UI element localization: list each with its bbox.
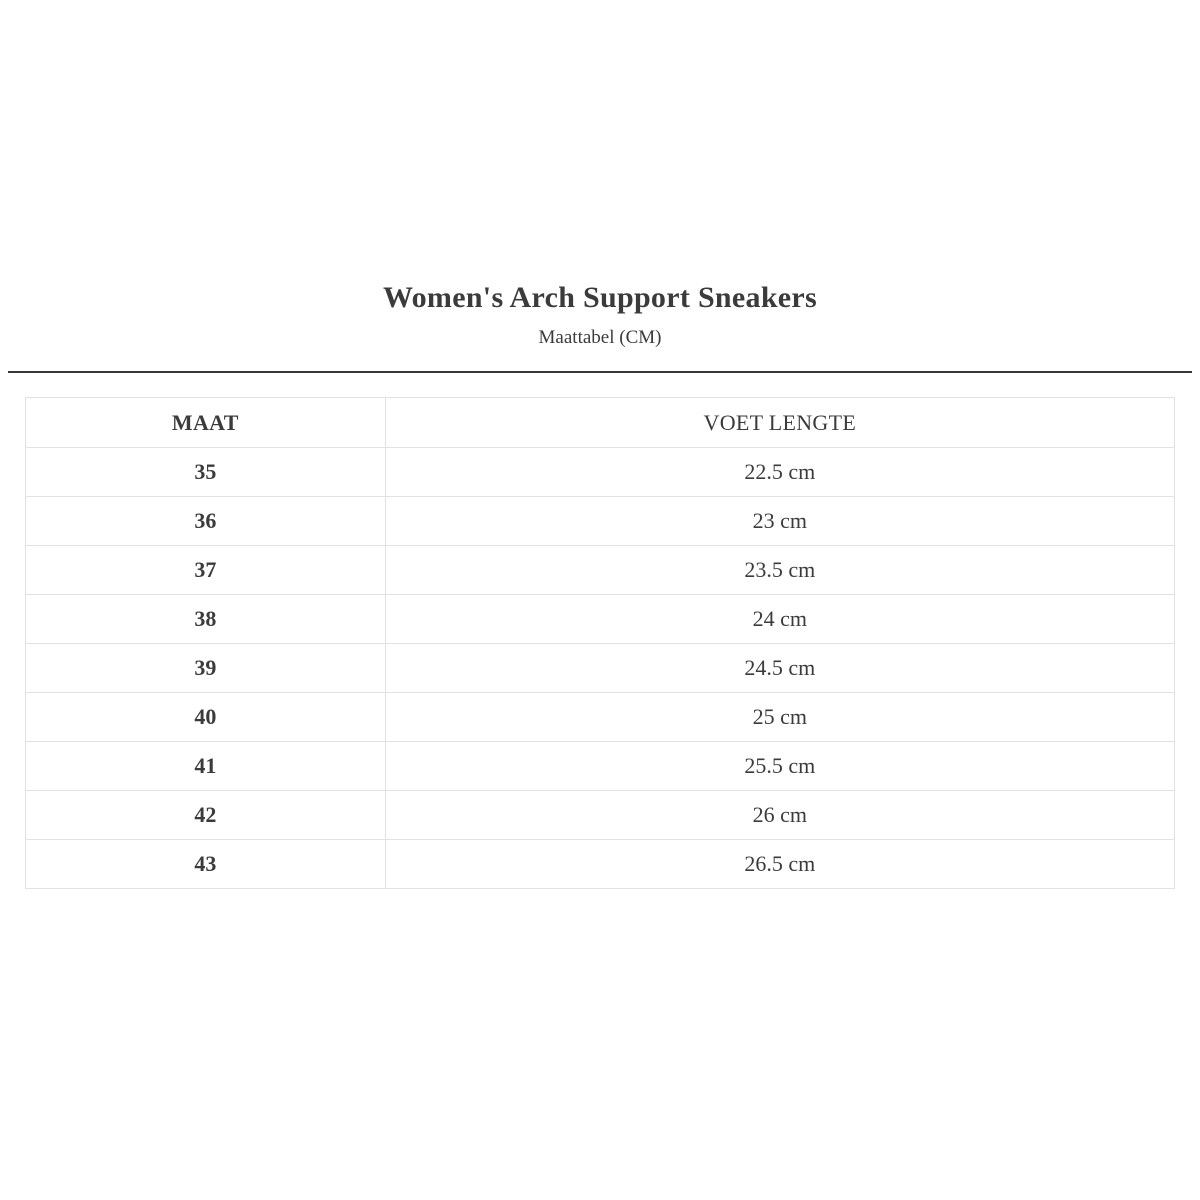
foot-length-cell: 23 cm — [385, 497, 1174, 546]
size-cell: 37 — [26, 546, 386, 595]
foot-length-cell: 25 cm — [385, 693, 1174, 742]
size-cell: 38 — [26, 595, 386, 644]
size-chart-table — [25, 397, 1175, 889]
page-title: Women's Arch Support Sneakers — [382, 281, 818, 314]
foot-length-cell: 25.5 cm — [385, 742, 1174, 791]
table-row — [26, 693, 1175, 742]
foot-length-cell: 26 cm — [385, 791, 1174, 840]
foot-length-cell: 23.5 cm — [385, 546, 1174, 595]
size-cell: 43 — [26, 840, 386, 889]
foot-length-cell: 24.5 cm — [385, 644, 1174, 693]
table-row — [26, 595, 1175, 644]
page-subtitle: Maattabel (CM) — [538, 327, 662, 348]
foot-length-cell: 24 cm — [385, 595, 1174, 644]
header-row — [26, 398, 1175, 448]
page-header — [0, 0, 1200, 351]
size-table-body — [26, 448, 1175, 889]
table-row — [26, 497, 1175, 546]
table-row — [26, 644, 1175, 693]
size-cell: 39 — [26, 644, 386, 693]
size-cell: 35 — [26, 448, 386, 497]
column-header-voet-lengte: VOET LENGTE — [385, 398, 1174, 448]
size-cell: 36 — [26, 497, 386, 546]
foot-length-cell: 22.5 cm — [385, 448, 1174, 497]
column-header-maat: MAAT — [26, 398, 386, 448]
size-cell: 41 — [26, 742, 386, 791]
table-row — [26, 448, 1175, 497]
table-row — [26, 546, 1175, 595]
table-row — [26, 840, 1175, 889]
size-cell: 40 — [26, 693, 386, 742]
size-table-head — [26, 398, 1175, 448]
table-row — [26, 791, 1175, 840]
size-cell: 42 — [26, 791, 386, 840]
foot-length-cell: 26.5 cm — [385, 840, 1174, 889]
table-row — [26, 742, 1175, 791]
header-divider — [8, 371, 1192, 373]
